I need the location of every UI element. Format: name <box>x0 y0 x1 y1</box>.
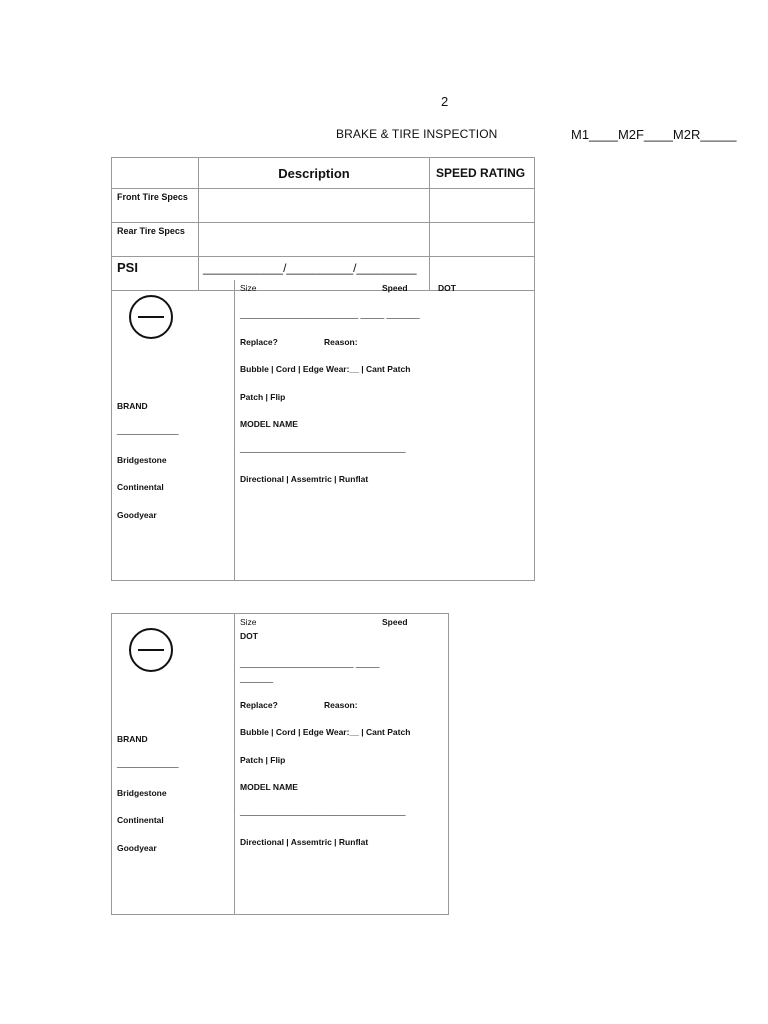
model-name-field[interactable]: ___________________________________ <box>240 806 406 816</box>
description-header: Description <box>199 158 430 189</box>
size-label: Size <box>240 283 257 293</box>
front-tire-speed-cell[interactable] <box>430 189 535 223</box>
page-number: 2 <box>441 94 449 109</box>
brand-field[interactable]: _____________ <box>117 425 179 435</box>
front-tire-specs-label: Front Tire Specs <box>112 189 199 223</box>
dot-blank[interactable]: _______ <box>240 673 274 683</box>
reason-label: Reason: <box>324 337 358 347</box>
front-tire-description-cell[interactable] <box>199 189 430 223</box>
card-divider <box>234 614 235 914</box>
speed-rating-header: SPEED RATING <box>430 158 535 189</box>
size-label: Size <box>240 617 257 627</box>
rear-tire-specs-label: Rear Tire Specs <box>112 223 199 257</box>
brand-label: BRAND <box>117 401 148 411</box>
defect-options[interactable]: Bubble | Cord | Edge Wear:__ | Cant Patch <box>240 364 411 374</box>
model-name-field[interactable]: ___________________________________ <box>240 443 406 453</box>
card-divider <box>234 280 235 580</box>
model-name-label: MODEL NAME <box>240 419 298 429</box>
size-speed-dot-blanks[interactable]: _________________________ _____ _______ <box>240 309 420 319</box>
rear-tire-speed-cell[interactable] <box>430 223 535 257</box>
brand-field[interactable]: _____________ <box>117 758 179 768</box>
dot-label: DOT <box>240 631 258 641</box>
form-title: BRAKE & TIRE INSPECTION <box>336 127 498 141</box>
replace-label: Replace? <box>240 337 278 347</box>
tire-circle-icon <box>129 628 173 672</box>
inspection-codes: M1____M2F____M2R_____ <box>571 127 737 142</box>
speed-label: Speed <box>382 617 408 627</box>
brand-option-goodyear[interactable]: Goodyear <box>117 510 157 520</box>
model-name-label: MODEL NAME <box>240 782 298 792</box>
defect-options[interactable]: Bubble | Cord | Edge Wear:__ | Cant Patch <box>240 727 411 737</box>
header-empty-cell <box>112 158 199 189</box>
tire-specs-table <box>111 157 535 291</box>
reason-label: Reason: <box>324 700 358 710</box>
psi-field[interactable]: ____________/__________/_________ <box>199 257 430 291</box>
brand-label: BRAND <box>117 734 148 744</box>
brand-option-bridgestone[interactable]: Bridgestone <box>117 455 167 465</box>
brand-option-bridgestone[interactable]: Bridgestone <box>117 788 167 798</box>
speed-label: Speed <box>382 283 408 293</box>
psi-label: PSI <box>112 257 199 291</box>
brand-option-continental[interactable]: Continental <box>117 815 164 825</box>
tire-type-options[interactable]: Directional | Assemtric | Runflat <box>240 474 369 484</box>
brand-option-continental[interactable]: Continental <box>117 482 164 492</box>
replace-label: Replace? <box>240 700 278 710</box>
tire-card-2 <box>111 613 449 915</box>
dot-label: DOT <box>438 283 456 293</box>
brand-option-goodyear[interactable]: Goodyear <box>117 843 157 853</box>
tire-circle-icon <box>129 295 173 339</box>
patch-flip-options[interactable]: Patch | Flip <box>240 755 286 765</box>
patch-flip-options[interactable]: Patch | Flip <box>240 392 286 402</box>
tire-card-1 <box>111 280 535 581</box>
size-speed-blanks[interactable]: ________________________ _____ <box>240 658 380 668</box>
tire-type-options[interactable]: Directional | Assemtric | Runflat <box>240 837 369 847</box>
rear-tire-description-cell[interactable] <box>199 223 430 257</box>
